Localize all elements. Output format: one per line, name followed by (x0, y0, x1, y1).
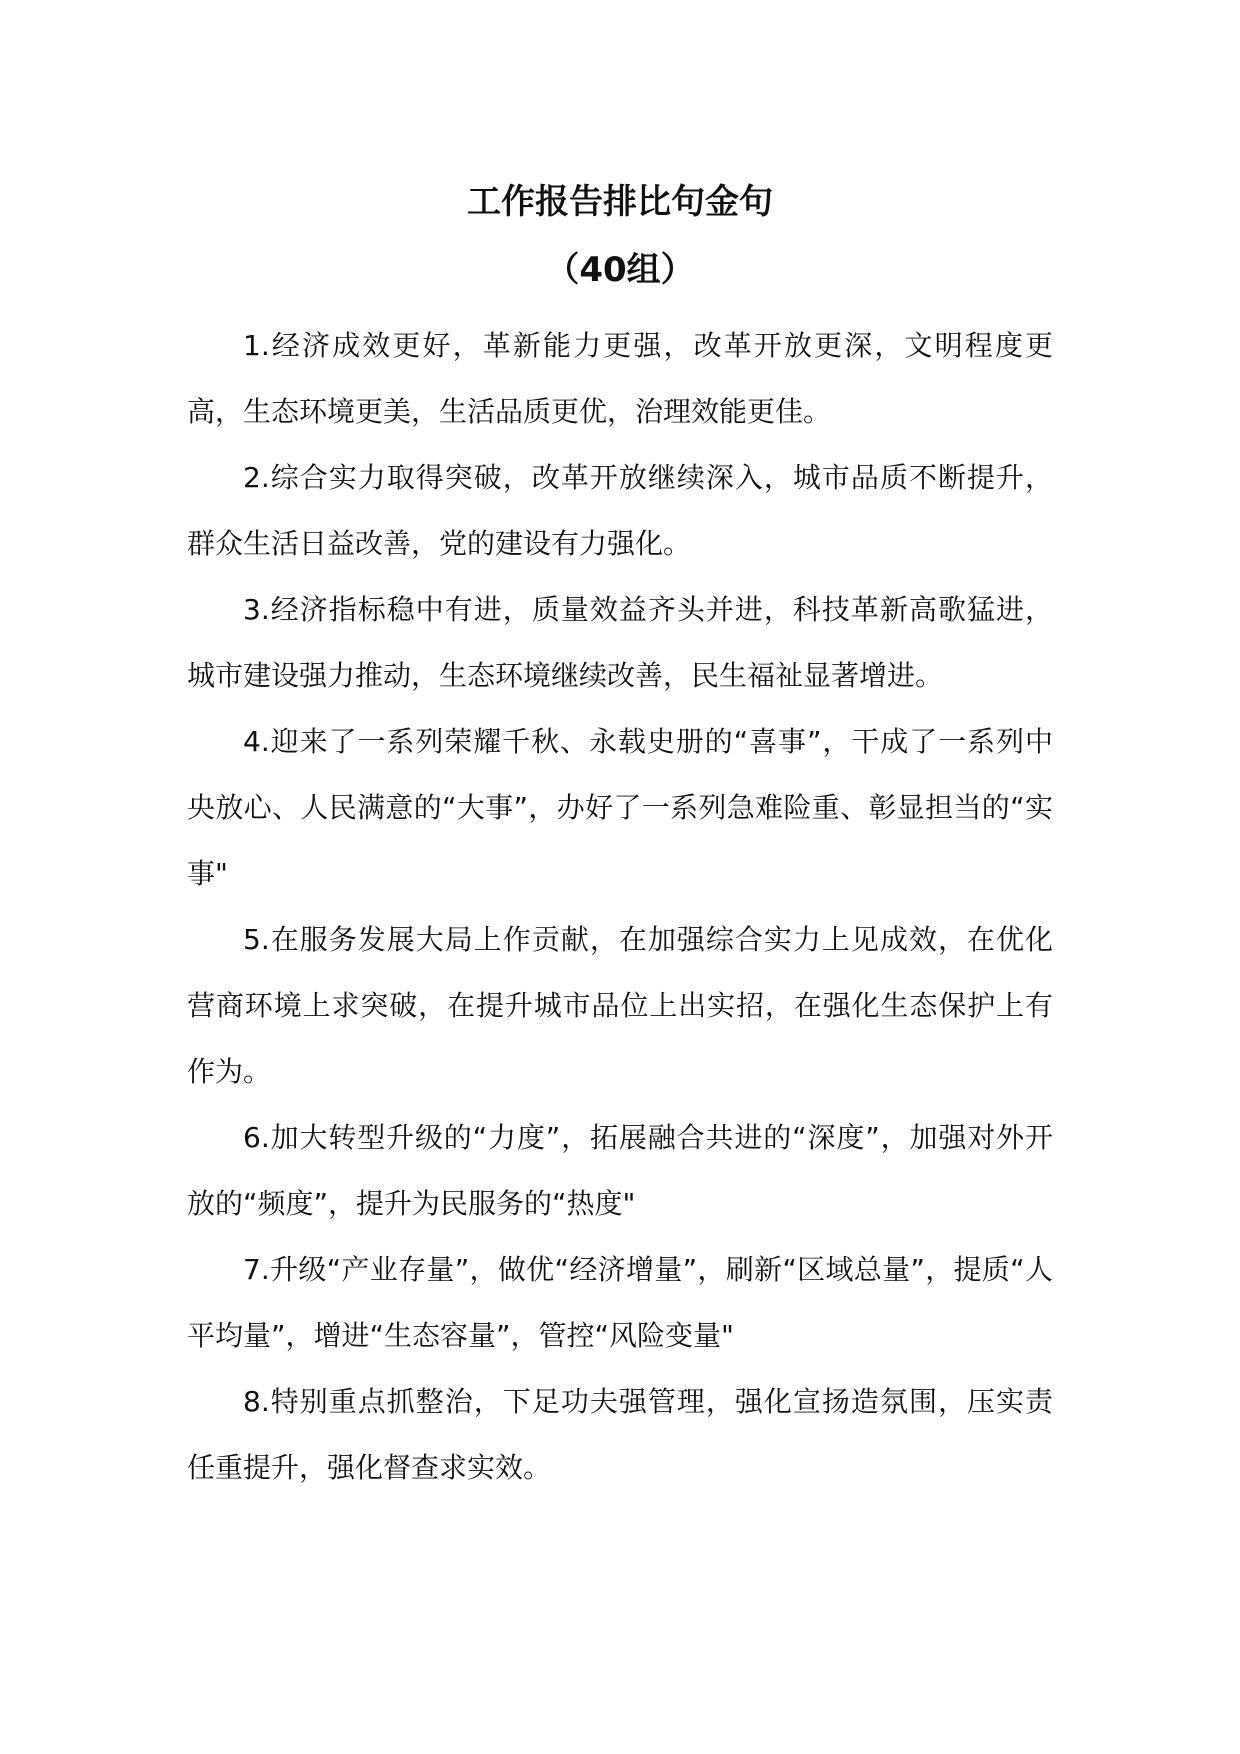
paragraph-4: 4.迎来了一系列荣耀千秋、永载史册的“喜事”，干成了一系列中央放心、人民满意的“大事”，办好了一系列急难险重、彰显担当的“实事" (187, 725, 1053, 890)
paragraph-2: 2.综合实力取得突破，改革开放继续深入，城市品质不断提升，群众生活日益改善，党的建设有力强化。 (187, 461, 1053, 560)
document-subtitle: （40组） (545, 250, 695, 290)
document-title: 工作报告排比句金句 (467, 182, 773, 222)
paragraph-8: 8.特别重点抓整治，下足功夫强管理，强化宣扬造氛围，压实责任重提升，强化督查求实效。 (187, 1385, 1053, 1484)
paragraph-3: 3.经济指标稳中有进，质量效益齐头并进，科技革新高歌猛进，城市建设强力推动，生态环境继续改善，民生福祉显著增进。 (187, 593, 1053, 692)
paragraph-1: 1.经济成效更好，革新能力更强，改革开放更深，文明程度更高，生态环境更美，生活品质更优，治理效能更佳。 (187, 329, 1053, 428)
document-body (187, 313, 1053, 1501)
paragraph-7: 7.升级“产业存量”，做优“经济增量”，刷新“区域总量”，提质“人平均量”，增进“生态容量”，管控“风险变量" (187, 1253, 1053, 1352)
paragraph-6: 6.加大转型升级的“力度”，拓展融合共进的“深度”，加强对外开放的“频度”，提升为民服务的“热度" (187, 1121, 1053, 1220)
paragraph-5: 5.在服务发展大局上作贡献，在加强综合实力上见成效，在优化营商环境上求突破，在提升城市品位上出实招，在强化生态保护上有作为。 (187, 923, 1053, 1088)
